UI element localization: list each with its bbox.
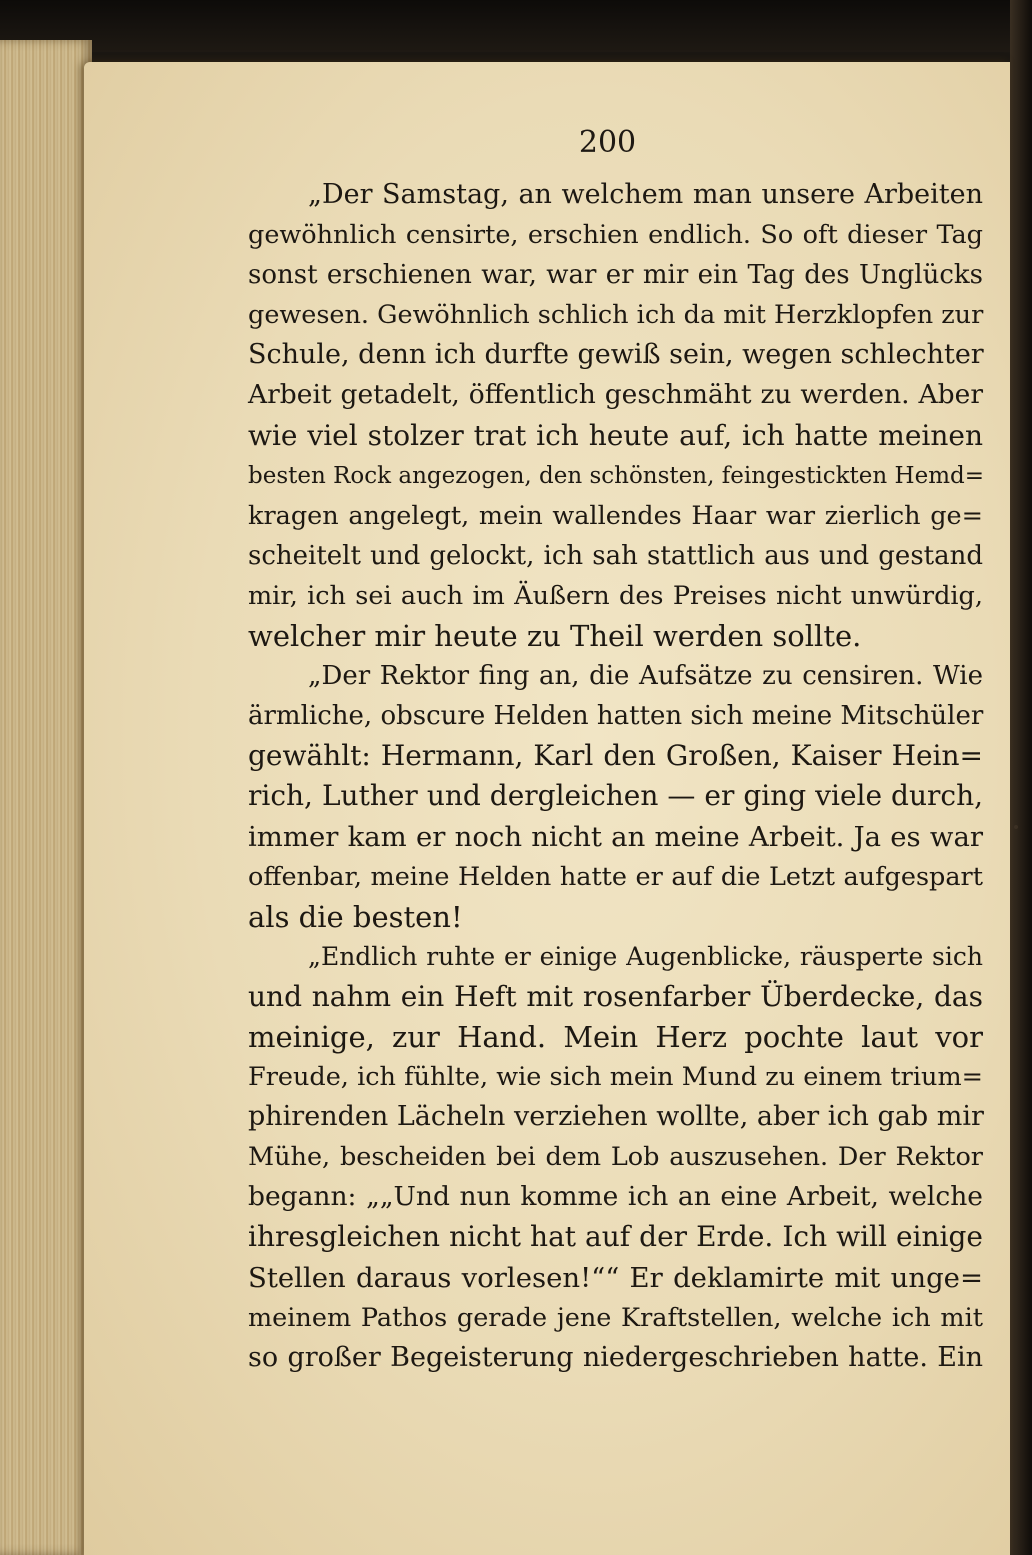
text-line: Schule, denn ich durfte gewiß sein, wegen schlechter xyxy=(248,339,984,371)
text-line: immer kam er noch nicht an meine Arbeit. Ja es war xyxy=(248,820,983,853)
text-line: meinige, zur Hand. Mein Herz pochte laut vor xyxy=(248,1019,983,1054)
text-line: Arbeit getadelt, öffentlich geschmäht zu werden. Aber xyxy=(248,379,983,411)
text-line: begann: „„Und nun komme ich an eine Arbeit, welche xyxy=(248,1181,983,1213)
scan-background-top xyxy=(0,0,1032,52)
text-line: rich, Luther und dergleichen — er ging viele durch, xyxy=(248,779,983,813)
text-line: offenbar, meine Helden hatte er auf die Letzt aufgespart xyxy=(248,861,983,892)
text-line: phirenden Lächeln verziehen wollte, aber ich gab mir xyxy=(248,1101,984,1133)
text-line: wie viel stolzer trat ich heute auf, ich hatte meinen xyxy=(248,418,983,452)
text-line: kragen angelegt, mein wallendes Haar war zierlich ge= xyxy=(248,500,983,531)
text-line: meinem Pathos gerade jene Kraftstellen, welche ich mit xyxy=(248,1302,983,1333)
text-line: gewesen. Gewöhnlich schlich ich da mit Herzklopfen zur xyxy=(248,300,984,331)
text-line: „Endlich ruhte er einige Augenblicke, räusperte sich xyxy=(308,941,983,971)
text-line: Stellen daraus vorlesen!““ Er deklamirte mit unge= xyxy=(248,1261,983,1294)
text-line: mir, ich sei auch im Äußern des Preises nicht unwürdig, xyxy=(248,580,983,611)
text-line: besten Rock angezogen, den schönsten, feingestickten Hemd= xyxy=(248,462,985,489)
text-line: gewählt: Hermann, Karl den Großen, Kaiser Hein= xyxy=(248,739,983,773)
text-line: als die besten! xyxy=(248,899,463,934)
book-cover-edge xyxy=(1010,0,1032,1555)
text-line: ihresgleichen nicht hat auf der Erde. Ich will einige xyxy=(248,1220,983,1254)
page-stack-edge xyxy=(0,40,92,1555)
text-line: Mühe, bescheiden bei dem Lob auszusehen. Der Rektor xyxy=(248,1142,983,1173)
text-line: und nahm ein Heft mit rosenfarber Überdecke, das xyxy=(248,979,983,1013)
body-text xyxy=(248,175,983,1378)
text-line: ärmliche, obscure Helden hatten sich meine Mitschüler xyxy=(248,701,984,732)
text-line: gewöhnlich censirte, erschien endlich. So oft dieser Tag xyxy=(248,220,983,251)
text-line: „Der Samstag, an welchem man unsere Arbeiten xyxy=(308,179,983,210)
text-line: scheitelt und gelockt, ich sah stattlich aus und gestand xyxy=(248,540,983,571)
text-line: Freude, ich fühlte, wie sich mein Mund zu einem trium= xyxy=(248,1062,983,1093)
text-line: „Der Rektor fing an, die Aufsätze zu censiren. Wie xyxy=(308,661,983,692)
text-line: sonst erschienen war, war er mir ein Tag des Unglücks xyxy=(248,260,983,291)
page-number: 200 xyxy=(578,125,637,160)
text-line: so großer Begeisterung niedergeschrieben hatte. Ein xyxy=(248,1341,983,1373)
text-line: welcher mir heute zu Theil werden sollte. xyxy=(248,619,862,654)
paper-speck xyxy=(1014,825,1018,829)
